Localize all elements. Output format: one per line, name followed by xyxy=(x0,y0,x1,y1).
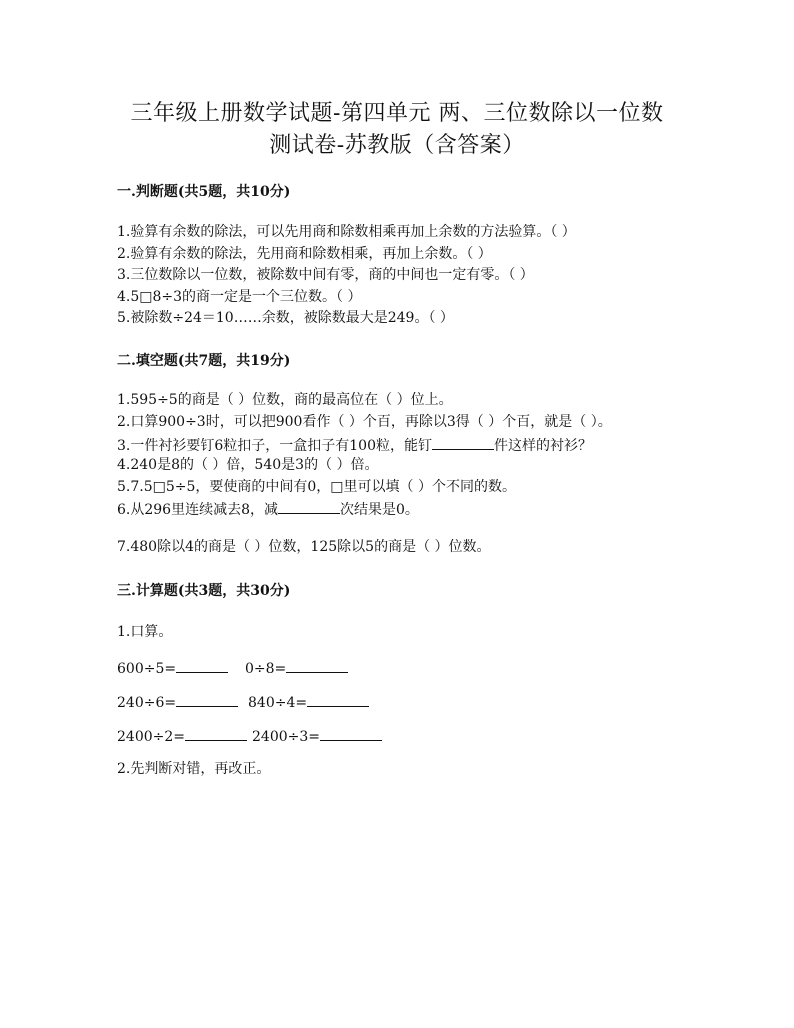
calc-row xyxy=(245,658,348,678)
answer-blank[interactable] xyxy=(320,726,382,741)
question-item: 4.5□8÷3的商一定是一个三位数。（ ） xyxy=(117,289,362,305)
question-item: 4.240是8的（ ）倍，540是3的（ ）倍。 xyxy=(117,457,379,473)
question-item: 5.被除数÷24＝10……余数，被除数最大是249。（ ） xyxy=(117,310,454,326)
section-heading-calculation: 三.计算题(共3题，共30分) xyxy=(117,583,291,599)
question-text: 3.一件衬衫要钉6粒扣子，一盒扣子有100粒，能钉 xyxy=(117,438,432,454)
answer-blank[interactable] xyxy=(176,692,238,707)
question-item: 7.480除以4的商是（ ）位数，125除以5的商是（ ）位数。 xyxy=(117,539,491,555)
calc-expression: 0÷8= xyxy=(245,661,287,677)
question-item xyxy=(117,435,592,455)
question-text: 次结果是0。 xyxy=(340,502,419,518)
answer-blank[interactable] xyxy=(286,658,348,673)
answer-blank[interactable] xyxy=(176,658,228,673)
question-item: 5.7.5□5÷5，要使商的中间有0，□里可以填（ ）个不同的数。 xyxy=(117,479,516,495)
calc-expression: 600÷5= xyxy=(117,661,177,677)
calc-expression: 2400÷2= xyxy=(117,729,185,745)
question-item: 1.口算。 xyxy=(117,624,173,640)
question-item xyxy=(117,499,419,519)
page-title-line-2: 测试卷-苏教版（含答案） xyxy=(269,133,525,158)
question-item: 1.验算有余数的除法，可以先用商和除数相乘再加上余数的方法验算。（ ） xyxy=(117,224,576,240)
calc-expression: 240÷6= xyxy=(117,695,177,711)
calc-expression: 2400÷3= xyxy=(252,729,320,745)
question-item: 2.验算有余数的除法，先用商和除数相乘，再加上余数。（ ） xyxy=(117,246,492,262)
question-text: 件这样的衬衫？ xyxy=(494,438,592,454)
question-item: 1.595÷5的商是（ ）位数，商的最高位在（ ）位上。 xyxy=(117,392,453,408)
calc-row xyxy=(117,658,228,678)
question-item: 2.口算900÷3时，可以把900看作（ ）个百，再除以3得（ ）个百，就是（ ）。 xyxy=(117,414,612,430)
calc-expression: 840÷4= xyxy=(248,695,308,711)
answer-blank[interactable] xyxy=(185,726,247,741)
calc-row xyxy=(117,726,247,746)
section-heading-true-false: 一.判断题(共5题，共10分) xyxy=(117,184,291,200)
question-item: 3.三位数除以一位数，被除数中间有零，商的中间也一定有零。（ ） xyxy=(117,267,534,283)
calc-row xyxy=(117,692,238,712)
answer-blank[interactable] xyxy=(278,499,340,514)
section-heading-fill-in: 二.填空题(共7题，共19分) xyxy=(117,353,291,369)
answer-blank[interactable] xyxy=(432,435,494,450)
calc-row xyxy=(248,692,369,712)
calc-row xyxy=(252,726,382,746)
question-text: 6.从296里连续减去8，减 xyxy=(117,502,278,518)
page-title-line-1: 三年级上册数学试题-第四单元 两、三位数除以一位数 xyxy=(130,101,664,126)
question-item: 2.先判断对错，再改正。 xyxy=(117,761,271,777)
answer-blank[interactable] xyxy=(307,692,369,707)
